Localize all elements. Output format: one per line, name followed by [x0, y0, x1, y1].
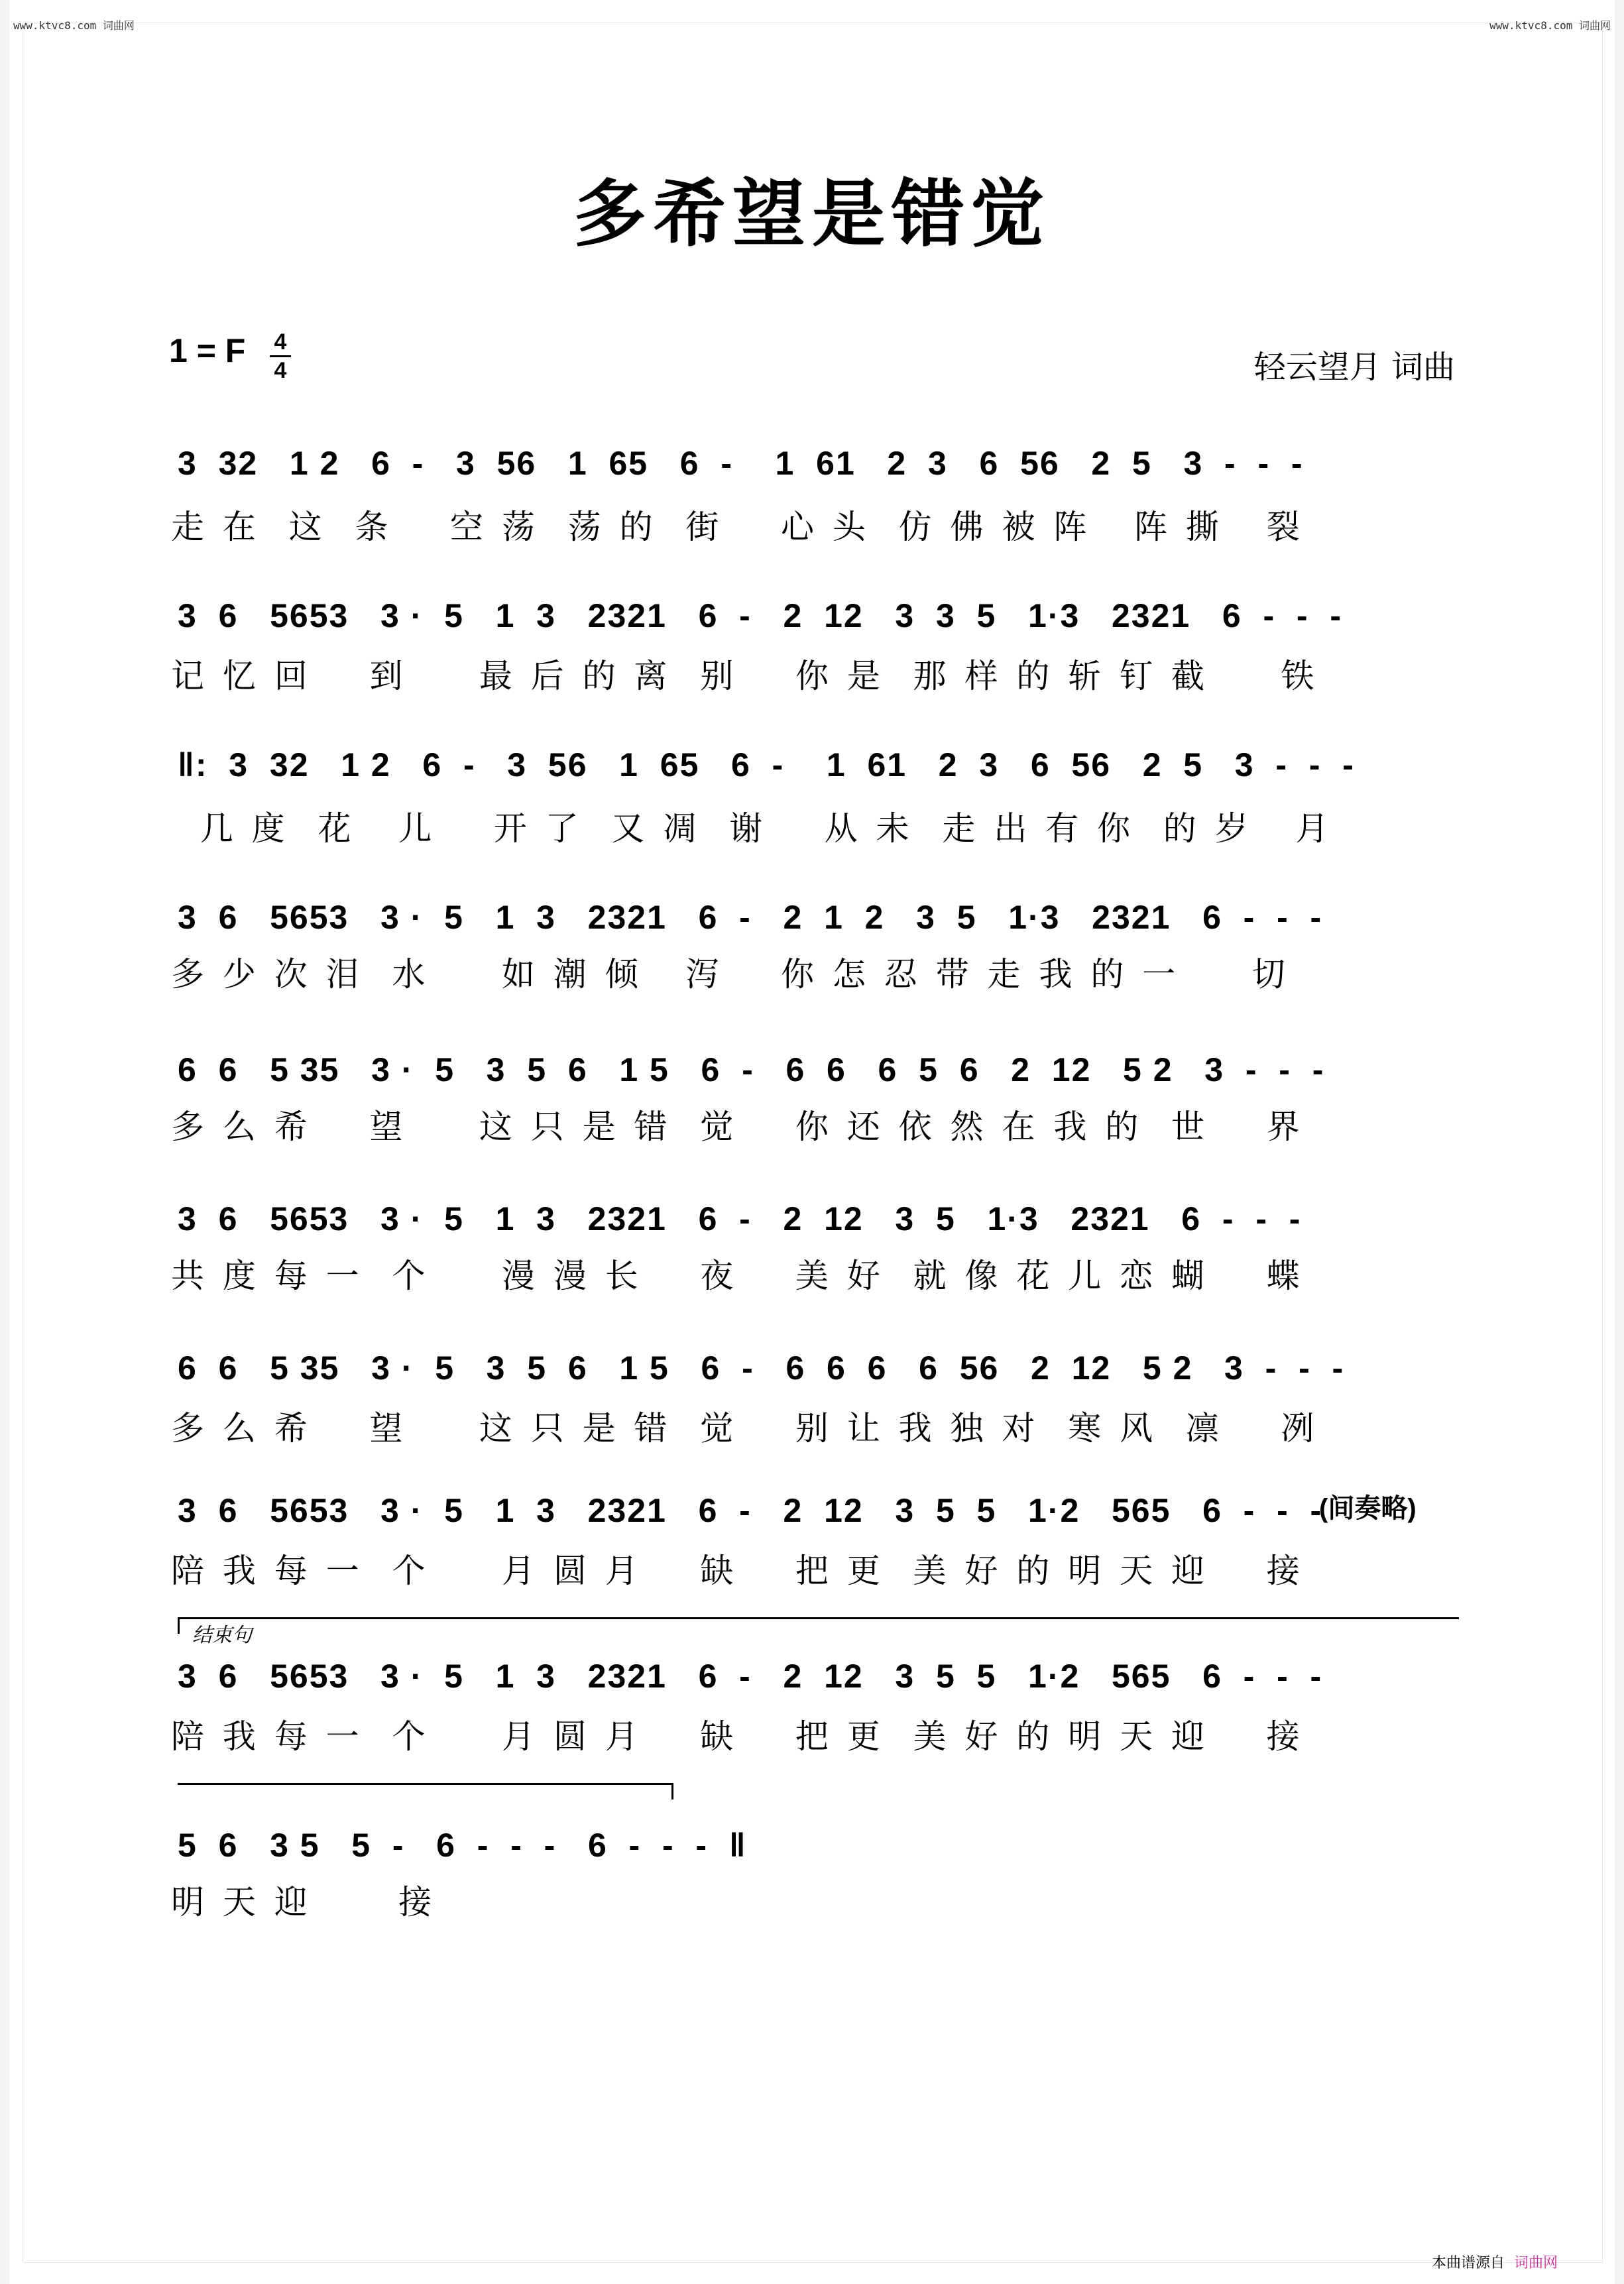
source-footer [1432, 2252, 1558, 2272]
notes-line: ‖: 3 32 1 2 6 - 3 56 1 65 6 - 1 61 2 3 6 56 2 5 3 - - - [178, 746, 1355, 783]
lyrics-line-4: 多 少 次 泪 水 如 潮 倾 泻 你 怎 忍 带 走 我 的 一 切 [171, 955, 1289, 994]
site-watermark-left: www.ktvc8.com 词曲网 [13, 19, 135, 32]
lyrics-line-5: 多 么 希 望 这 只 是 错 觉 你 还 依 然 在 我 的 世 界 [171, 1108, 1304, 1146]
lyrics-line-8: 陪 我 每 一 个 月 圆 月 缺 把 更 美 好 的 明 天 迎 接 [171, 1552, 1304, 1590]
notation-system-6 [0, 1200, 1624, 1246]
lyrics-line-10: 明 天 迎 接 [171, 1883, 436, 1921]
notation-system-9 [0, 1657, 1624, 1703]
notation-system-10 [0, 1826, 1624, 1872]
notation-system-2 [0, 597, 1624, 643]
right-margin-strip [1615, 0, 1624, 2284]
author-credit: 轻云望月 词曲 [1253, 349, 1455, 386]
coda-bracket [178, 1617, 1459, 1634]
notes-line: 6 6 5 35 3 · 5 3 5 6 1 5 6 - 6 6 6 6 56 2 12 5 2 3 - - - [178, 1349, 1345, 1387]
lyrics-line-2: 记 忆 回 到 最 后 的 离 别 你 是 那 样 的 斩 钉 截 铁 [171, 657, 1318, 695]
notes-line: 3 6 5653 3 · 5 1 3 2321 6 - 2 12 3 5 1·3 2321 6 - - - [178, 1200, 1302, 1237]
notes-line: 6 6 5 35 3 · 5 3 5 6 1 5 6 - 6 6 6 5 6 2 12 5 2 3 - - - [178, 1051, 1325, 1088]
notation-system-5 [0, 1051, 1624, 1097]
notation-system-7 [0, 1349, 1624, 1395]
source-brand-link[interactable]: 词曲网 [1513, 2255, 1558, 2271]
time-signature-top: 4 [274, 329, 287, 355]
notes-line: 3 6 5653 3 · 5 1 3 2321 6 - 2 12 3 5 5 1·2 565 6 - - - [178, 1492, 1323, 1529]
notes-line: 3 32 1 2 6 - 3 56 1 65 6 - 1 61 2 3 6 56 2 5 3 - - - [178, 445, 1304, 482]
ending-bracket [178, 1783, 673, 1799]
time-signature-bottom: 4 [274, 358, 287, 383]
coda-label: 结束句 [192, 1624, 252, 1647]
notation-system-3 [0, 746, 1624, 792]
notation-system-1 [0, 444, 1624, 490]
lyrics-line-1: 走 在 这 条 空 荡 荡 的 街 心 头 仿 佛 被 阵 阵 撕 裂 [171, 508, 1304, 546]
song-title: 多希望是错觉 [573, 171, 1051, 257]
lyrics-line-3: 几 度 花 儿 开 了 又 凋 谢 从 未 走 出 有 你 的 岁 月 [171, 809, 1333, 848]
source-label: 本曲谱源自 [1431, 2255, 1505, 2271]
lyrics-line-6: 共 度 每 一 个 漫 漫 长 夜 美 好 就 像 花 儿 恋 蝴 蝶 [171, 1257, 1304, 1295]
time-signature-divider [270, 355, 291, 357]
notes-line: 3 6 5653 3 · 5 1 3 2321 6 - 2 12 3 3 5 1·3 2321 6 - - - [178, 597, 1342, 634]
site-watermark-right: www.ktvc8.com 词曲网 [1489, 19, 1611, 32]
interlude-note: (间奏略) [1319, 1494, 1417, 1523]
left-margin-strip [0, 0, 9, 2284]
time-signature [267, 330, 294, 382]
notes-line: 3 6 5653 3 · 5 1 3 2321 6 - 2 12 3 5 5 1·2 565 6 - - - [178, 1658, 1323, 1695]
notation-system-4 [0, 898, 1624, 944]
notes-line: 3 6 5653 3 · 5 1 3 2321 6 - 2 1 2 3 5 1·3 2321 6 - - - [178, 899, 1323, 936]
key-signature: 1 = F [169, 332, 246, 369]
lyrics-line-9: 陪 我 每 一 个 月 圆 月 缺 把 更 美 好 的 明 天 迎 接 [171, 1717, 1304, 1756]
lyrics-line-7: 多 么 希 望 这 只 是 错 觉 别 让 我 独 对 寒 风 凛 冽 [171, 1409, 1318, 1448]
notes-line: 5 6 3 5 5 - 6 - - - 6 - - - ‖ [178, 1827, 747, 1864]
